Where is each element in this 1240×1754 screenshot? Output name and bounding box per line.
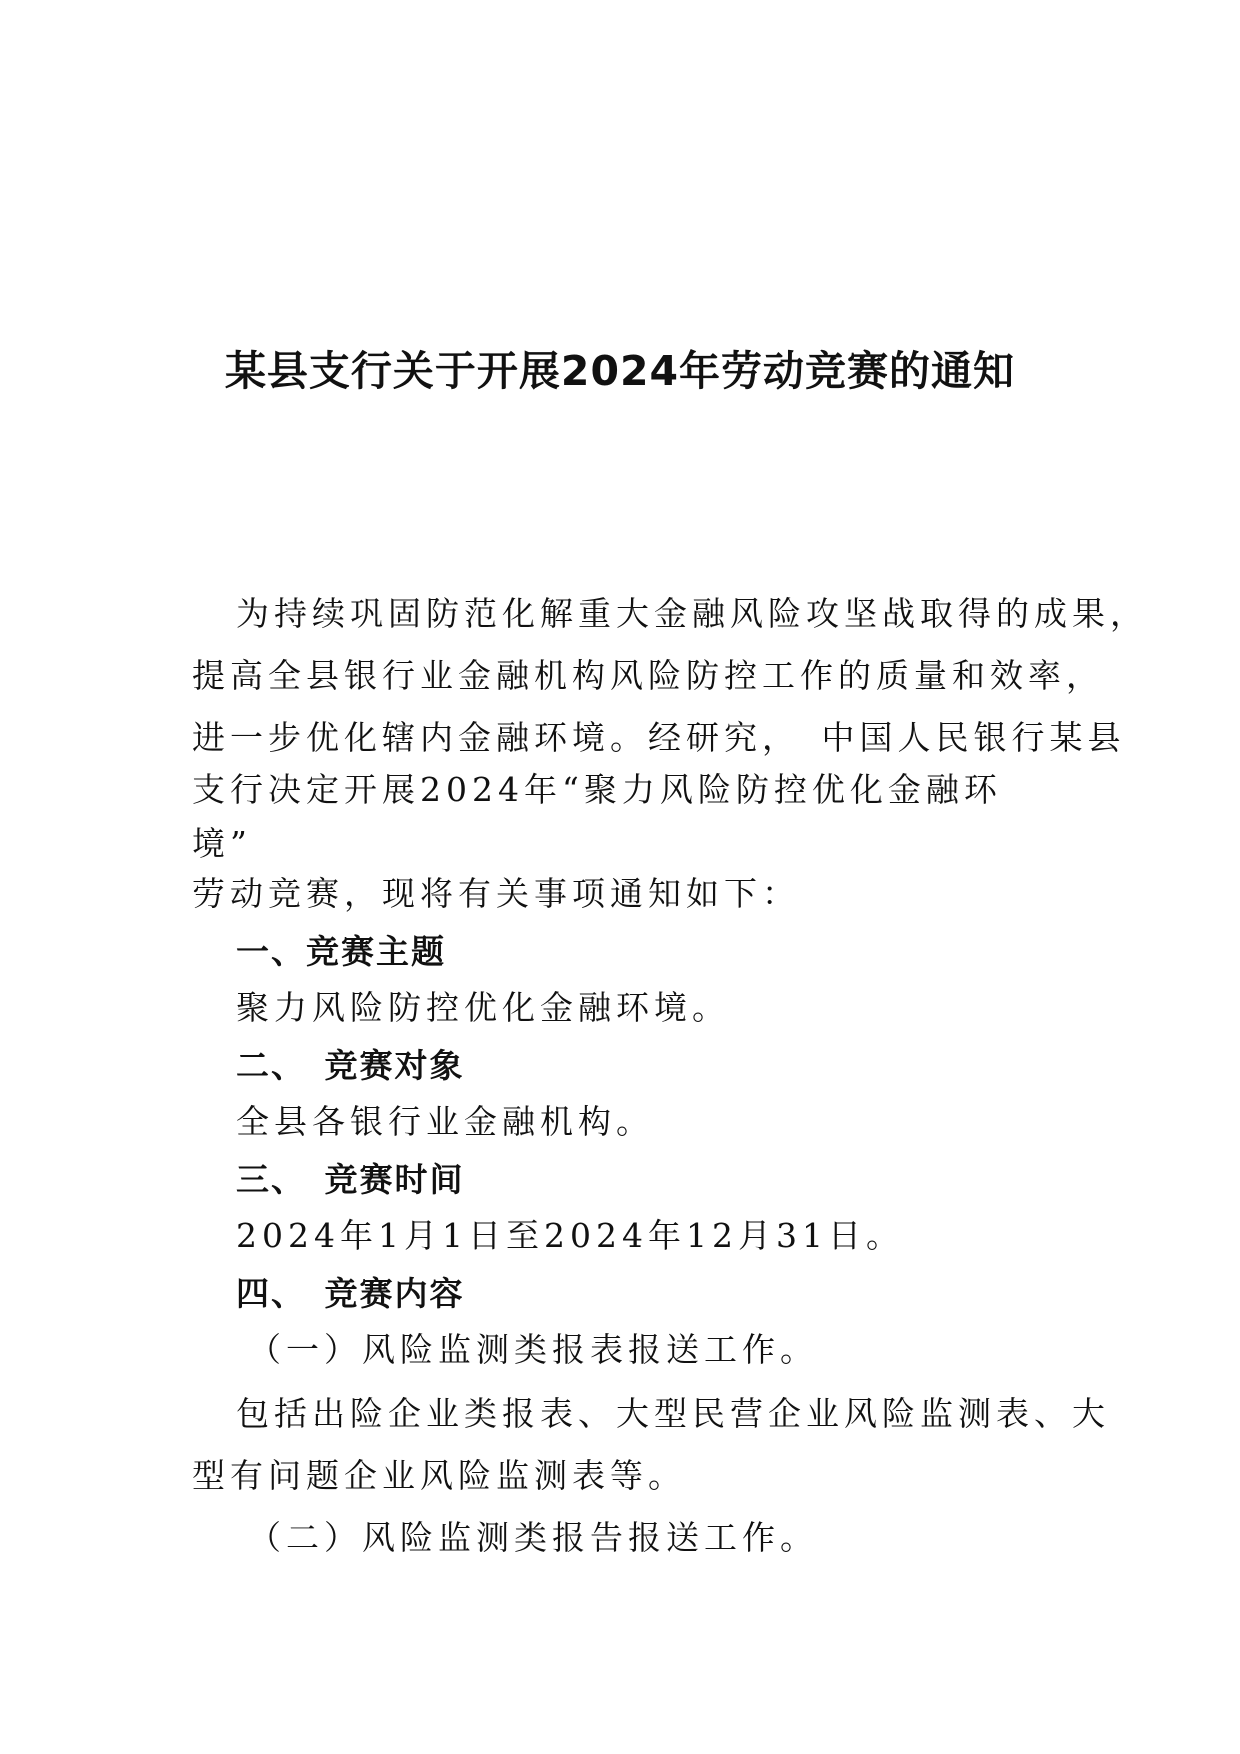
intro-line-6: 劳动竞赛，现将有关事项通知如下： — [192, 874, 800, 913]
intro-line-2: 提高全县银行业金融机构风险防控工作的质量和效率， — [192, 656, 1104, 695]
content-item-1-line-2: 型有问题企业风险监测表等。 — [192, 1456, 686, 1495]
intro-line-4: 支行决定开展2024年“聚力风险防控优化金融环 — [192, 770, 1002, 809]
section-body-theme: 聚力风险防控优化金融环境。 — [236, 988, 730, 1027]
section-heading-content: 四、 竞赛内容 — [236, 1274, 465, 1313]
content-item-1: （一）风险监测类报表报送工作。 — [248, 1330, 818, 1369]
intro-line-5: 境” — [192, 824, 252, 863]
intro-line-1: 为持续巩固防范化解重大金融风险攻坚战取得的成果， — [236, 594, 1148, 633]
document-title: 某县支行关于开展2024年劳动竞赛的通知 — [224, 347, 1016, 395]
section-body-participants: 全县各银行业金融机构。 — [236, 1102, 654, 1141]
section-heading-theme: 一、竞赛主题 — [236, 932, 446, 971]
content-item-2: （二）风险监测类报告报送工作。 — [248, 1518, 818, 1557]
section-heading-time: 三、 竞赛时间 — [236, 1160, 465, 1199]
content-item-1-line-1: 包括出险企业类报表、大型民营企业风险监测表、大 — [236, 1394, 1110, 1433]
section-body-time: 2024年1月1日至2024年12月31日。 — [236, 1216, 904, 1255]
section-heading-participants: 二、 竞赛对象 — [236, 1046, 465, 1085]
intro-line-3: 进一步优化辖内金融环境。经研究， 中国人民银行某县 — [192, 718, 1126, 757]
